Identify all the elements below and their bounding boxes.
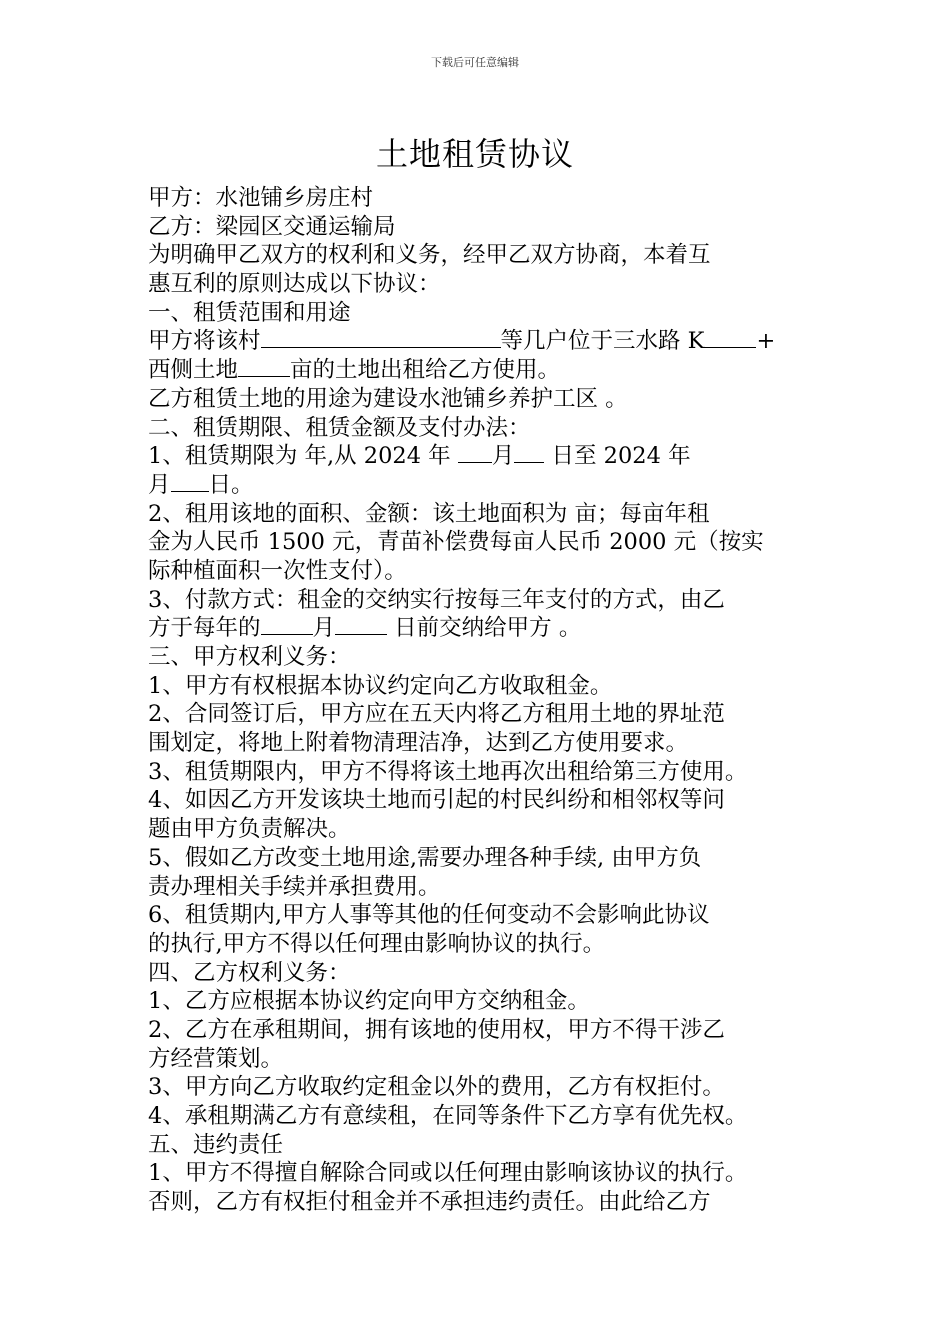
section-4-item-1: 1、乙方应根据本协议约定向甲方交纳租金。	[148, 988, 590, 1015]
text-segment: 日前交纳给甲方 。	[387, 615, 582, 642]
section-2-item-3-line-1: 3、付款方式：租金的交纳实行按每三年支付的方式，由乙	[148, 586, 725, 613]
text-segment: 日。	[208, 471, 254, 498]
section-2-item-2-line-3: 际种植面积一次性支付）。	[148, 557, 407, 584]
blank-end-day	[171, 471, 209, 492]
download-note: 下载后可任意编辑	[431, 56, 519, 69]
text-segment: 1、租赁期限为 年,从 2024 年	[148, 443, 458, 470]
section-4-heading: 四、乙方权利义务：	[148, 959, 351, 986]
text-segment: 亩的土地出租给乙方使用。	[290, 357, 561, 384]
document-title: 土地租赁协议	[375, 135, 574, 173]
text-segment: 甲方将该村	[148, 328, 261, 355]
section-3-item-1: 1、甲方有权根据本协议约定向乙方收取租金。	[148, 672, 613, 699]
blank-acreage	[238, 356, 290, 377]
section-5-heading: 五、违约责任	[148, 1131, 284, 1158]
section-4-item-4: 4、承租期满乙方有意续租，在同等条件下乙方享有优先权。	[148, 1103, 748, 1129]
text-segment: +	[756, 328, 776, 355]
section-2-item-2-line-2: 金为人民币 1500 元，青苗补偿费每亩人民币 2000 元（按实	[148, 529, 764, 556]
text-segment: 月	[491, 443, 515, 470]
section-3-item-5-line-2: 责办理相关手续并承担费用。	[148, 873, 441, 900]
section-1-line-3: 乙方租赁土地的用途为建设水池铺乡养护工区 。	[148, 385, 628, 412]
section-3-item-6-line-2: 的执行,甲方不得以任何理由影响协议的执行。	[148, 930, 606, 957]
section-1-line-1	[148, 327, 813, 356]
intro-line-2: 惠互利的原则达成以下协议：	[148, 271, 441, 298]
party-b-line: 乙方：梁园区交通运输局	[148, 213, 396, 240]
section-4-item-2-line-1: 2、乙方在承租期间，拥有该地的使用权，甲方不得干涉乙	[148, 1016, 725, 1043]
section-5-item-1-line-1: 1、甲方不得擅自解除合同或以任何理由影响该协议的执行。	[148, 1160, 748, 1187]
section-3-heading: 三、甲方权利义务：	[148, 644, 351, 670]
intro-line-1: 为明确甲乙双方的权利和义务，经甲乙双方协商，本着互	[148, 242, 711, 269]
section-3-item-6-line-1: 6、租赁期内,甲方人事等其他的任何变动不会影响此协议	[148, 902, 710, 929]
section-1-line-2	[148, 356, 813, 385]
section-3-item-2-line-1: 2、合同签订后，甲方应在五天内将乙方租用土地的界址范	[148, 701, 725, 728]
blank-km-marker	[704, 327, 756, 348]
blank-start-day	[514, 442, 544, 463]
party-a-line: 甲方：水池铺乡房庄村	[148, 185, 374, 211]
section-3-item-4-line-1: 4、如因乙方开发该块土地而引起的村民纠纷和相邻权等问	[148, 787, 725, 814]
section-2-heading: 二、租赁期限、租赁金额及支付办法：	[148, 414, 531, 441]
text-segment: 等几户位于三水路 K	[500, 328, 705, 355]
blank-pay-month	[261, 614, 313, 635]
blank-pay-day	[335, 614, 387, 635]
section-3-item-4-line-2: 题由甲方负责解决。	[148, 816, 351, 843]
section-2-item-1-line-2	[148, 471, 813, 500]
text-segment: 方于每年的	[148, 615, 261, 642]
blank-village-names	[261, 327, 501, 348]
section-4-item-3: 3、甲方向乙方收取约定租金以外的费用，乙方有权拒付。	[148, 1074, 725, 1101]
text-segment: 月	[148, 471, 171, 498]
section-2-item-2-line-1: 2、租用该地的面积、金额：该土地面积为 亩；每亩年租	[148, 500, 710, 527]
text-segment: 日至 2024 年	[544, 443, 691, 470]
text-segment: 西侧土地	[148, 357, 239, 384]
section-3-item-3: 3、租赁期限内，甲方不得将该土地再次出租给第三方使用。	[148, 758, 748, 785]
section-2-item-3-line-2	[148, 614, 813, 643]
agreement-body	[148, 184, 813, 1217]
section-4-item-2-line-2: 方经营策划。	[148, 1045, 284, 1072]
section-5-item-1-line-2: 否则，乙方有权拒付租金并不承担违约责任。由此给乙方	[148, 1189, 711, 1216]
section-1-heading: 一、租赁范围和用途	[148, 299, 351, 326]
section-3-item-2-line-2: 围划定，将地上附着物清理洁净，达到乙方使用要求。	[148, 730, 689, 757]
section-3-item-5-line-1: 5、假如乙方改变土地用途,需要办理各种手续, 由甲方负	[148, 844, 702, 871]
section-2-item-1-line-1	[148, 442, 813, 471]
blank-start-month	[458, 442, 492, 463]
text-segment: 月	[312, 615, 336, 642]
